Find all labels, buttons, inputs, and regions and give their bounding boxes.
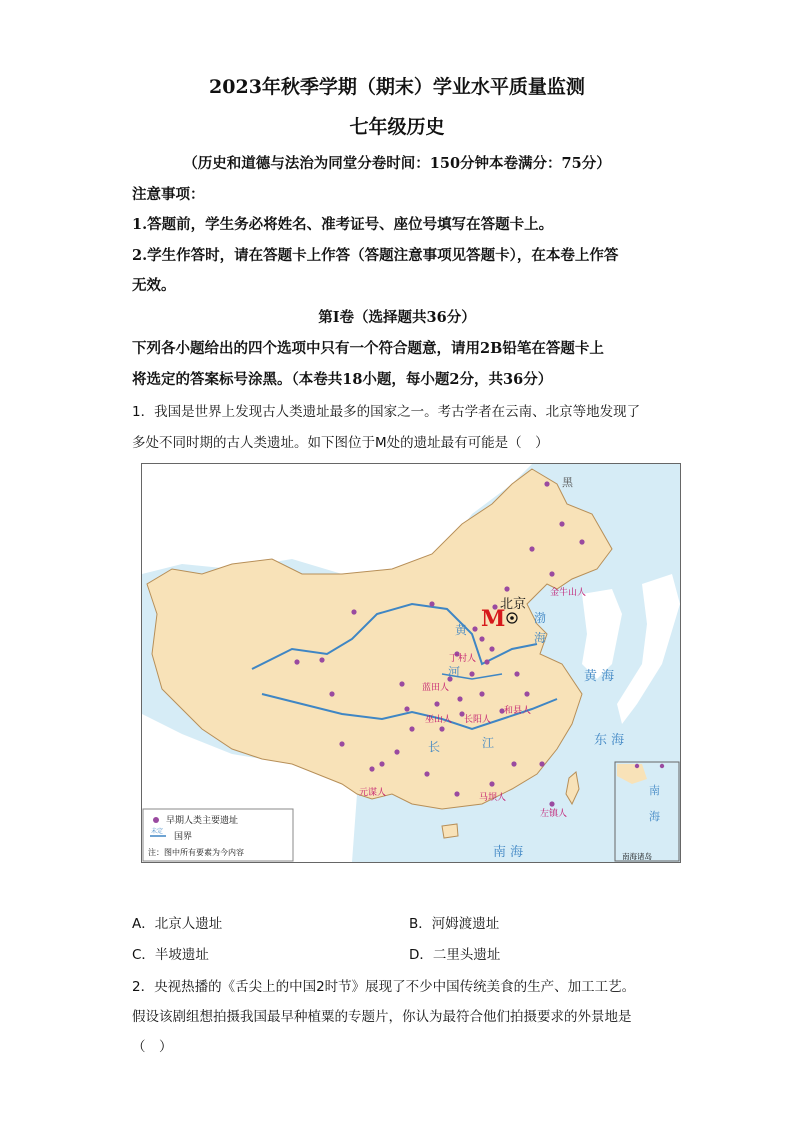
site-label-jinniushan: 金牛山人 bbox=[550, 588, 587, 598]
map-marker-m: M bbox=[481, 606, 506, 632]
legend-border-label: 国界 bbox=[174, 832, 193, 842]
china-map bbox=[142, 464, 680, 862]
section-title: 第Ⅰ卷（选择题共36分） bbox=[318, 309, 476, 326]
section-intro-line2: 将选定的答案标号涂黑。（本卷共18小题，每小题2分，共36分） bbox=[132, 371, 553, 388]
site-label-changyang: 长阳人 bbox=[464, 715, 492, 725]
notes-item-1: 1.答题前，学生务必将姓名、准考证号、座位号填写在答题卡上。 bbox=[132, 216, 554, 233]
q1-option-d[interactable]: D．二里头遗址 bbox=[409, 947, 501, 963]
label-east-sea: 东 海 bbox=[594, 733, 625, 748]
inset-title: 南海诸岛 bbox=[622, 852, 652, 861]
notes-item-2-line1: 2.学生作答时，请在答题卡上作答（答题注意事项见答题卡），在本卷上作答 bbox=[132, 247, 619, 264]
exam-subject: 七年级历史 bbox=[349, 116, 445, 138]
label-bo-hai: 海 bbox=[534, 631, 547, 645]
legend-site-dot bbox=[153, 817, 159, 823]
label-huang: 黄 bbox=[455, 623, 468, 637]
site-label-yuanmou: 元谋人 bbox=[359, 788, 387, 798]
label-hei: 黑 bbox=[562, 476, 573, 489]
q1-option-b[interactable]: B．河姆渡遗址 bbox=[409, 916, 500, 932]
notes-heading: 注意事项： bbox=[132, 186, 205, 203]
site-label-maba: 马坝人 bbox=[479, 793, 507, 803]
label-jiang: 江 bbox=[482, 736, 495, 750]
site-label-wushan: 巫山人 bbox=[425, 715, 453, 725]
q1-option-c[interactable]: C．半坡遗址 bbox=[132, 947, 209, 963]
beijing-label: 北京 bbox=[500, 597, 527, 612]
section-intro-line1: 下列各小题给出的四个选项中只有一个符合题意，请用2B铅笔在答题卡上 bbox=[132, 340, 604, 357]
hainan-island bbox=[442, 824, 458, 838]
inset-label-hai: 海 bbox=[649, 810, 660, 823]
question-1-line2: 多处不同时期的古人类遗址。如下图位于M处的遗址最有可能是（ ） bbox=[132, 435, 549, 451]
legend-sites-label: 早期人类主要遗址 bbox=[166, 816, 239, 826]
question-2-line2: 假设该剧组想拍摄我国最早种植粟的专题片，你认为最符合他们拍摄要求的外景地是 bbox=[132, 1009, 632, 1025]
beijing-capital-dot bbox=[510, 616, 514, 620]
legend-border-marker: 未定 bbox=[151, 828, 164, 835]
china-map-figure bbox=[141, 463, 681, 863]
notes-item-2-line2: 无效。 bbox=[132, 277, 176, 294]
label-yellow-sea: 黄 海 bbox=[584, 669, 615, 684]
inset-label-nan: 南 bbox=[649, 784, 660, 797]
site-label-hexian: 和县人 bbox=[504, 706, 532, 716]
site-label-lantian: 蓝田人 bbox=[422, 683, 450, 693]
q1-option-a[interactable]: A．北京人遗址 bbox=[132, 916, 223, 932]
label-bo: 渤 bbox=[534, 611, 547, 625]
question-2-line3: （ ） bbox=[132, 1039, 173, 1055]
label-he: 河 bbox=[448, 665, 461, 679]
legend-note: 注：图中所有要素为今内容 bbox=[148, 848, 244, 857]
question-2-line1: 2．央视热播的《舌尖上的中国2时节》展现了不少中国传统美食的生产、加工工艺。 bbox=[132, 979, 636, 995]
exam-title: 2023年秋季学期（期末）学业水平质量监测 bbox=[209, 76, 585, 98]
label-chang: 长 bbox=[428, 740, 441, 754]
exam-info: （历史和道德与法治为同堂分卷时间：150分钟本卷满分：75分） bbox=[183, 155, 611, 172]
label-south-sea: 南 海 bbox=[493, 845, 524, 860]
site-label-dingcun: 丁村人 bbox=[449, 654, 477, 664]
site-label-zuozhen: 左镇人 bbox=[540, 809, 568, 819]
question-1-line1: 1．我国是世界上发现古人类遗址最多的国家之一。考古学者在云南、北京等地发现了 bbox=[132, 404, 641, 420]
